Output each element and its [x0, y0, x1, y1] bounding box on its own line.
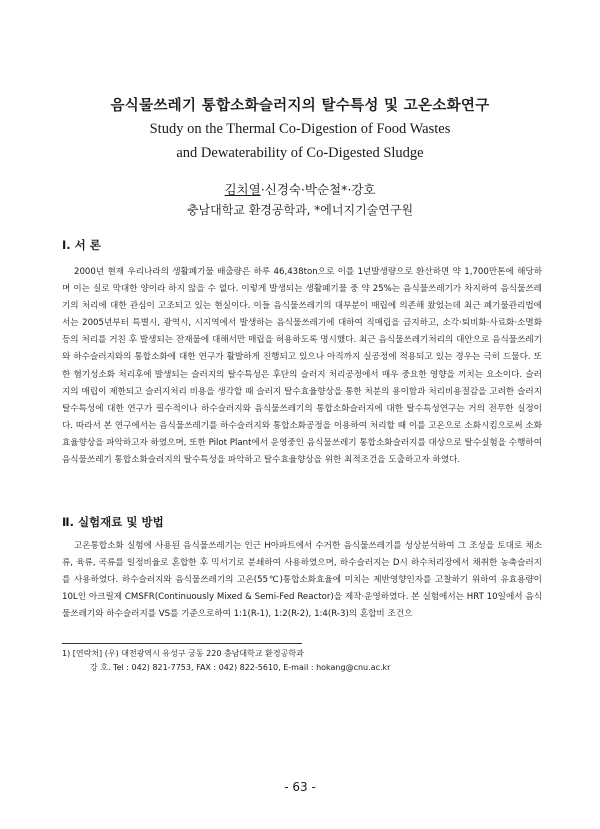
title-english-line2: and Dewaterability of Co-Digested Sludge	[176, 145, 424, 161]
footnote-details: 강 호. Tel : 042) 821-7753, FAX : 042) 822-5610, E-mail : hokang@cnu.ac.kr	[90, 663, 391, 672]
page-number: - 63 -	[284, 780, 316, 794]
footnote-contact: 1) [연락처] (우) 대전광역시 유성구 궁동 220 충남대학교 환경공학과	[62, 649, 304, 658]
title-korean: 음식물쓰레기 통합소화슬러지의 탈수특성 및 고온소화연구	[110, 98, 490, 114]
authors	[0, 180, 600, 198]
section-body-methods: 고온통합소화 실험에 사용된 음식물쓰레기는 인근 H아파트에서 수거한 음식물쓰레기를 성상분석하여 그 조성을 토대로 채소류, 육류, 곡류를 일정비율로 혼합한 후 믹서기로 분쇄하여 사용하였으며, 하수슬러지는 D시 하수처리장에서 채취한 농축슬러지를 사용하였다. 하수슬러지와 음식물쓰레기의 고온(55℃)통합소화효율에 미치는 제반영향인자를 고찰하기 위하여 유효용량이 10L인 아크릴제 CMSFR(Continuously Mixed & Semi-Fed Reactor)을 제작·운영하였다. 본 실험에서는 HRT 10일에서 음식물쓰레기와 하수슬러지를 VS를 기준으로하여 1:1(R-1), 1:2(R-2), 1:4(R-3)의 혼합비 조건으	[62, 541, 542, 620]
footnote-divider	[62, 643, 302, 644]
section-heading-introduction: Ⅰ. 서 론	[62, 238, 101, 252]
first-author: 김치열	[224, 182, 261, 197]
other-authors: ·신경숙·박순철*·강호	[260, 182, 376, 197]
section-body-introduction: 2000년 현재 우리나라의 생활폐기물 배출량은 하루 46,438ton으로 이를 1년발생량으로 환산하면 약 1,700만톤에 해당하며 이는 실로 막대한 양이라 하지 않을 수 없다. 이렇게 발생되는 생활폐기물 중 약 25%는 음식물쓰레기가 차지하여 음식물쓰레기의 처리에 대한 관심이 고조되고 있는 현실이다. 이들 음식물쓰레기의 대부분이 매립에 의존해 왔었는데 최근 폐기물관리법에서는 2005년부터 특별시, 광역시, 시지역에서 발생하는 음식물쓰레기에 대하여 직매립을 금지하고, 소각·퇴비화·사료화·소멸화 등의 처리를 거친 후 발생되는 잔재물에 대해서만 매립을 허용하도록 명시했다. 최근 음식물쓰레기처리의 대안으로 음식물쓰레기와 하수슬러지와의 통합소화에 대한 연구가 활발하게 진행되고 있으나 아직까지 실공정에 적용되고 있는 경우는 극히 드물다. 또한 혐기성소화 처리후에 발생되는 슬러지의 탈수특성은 후단의 슬러지 처리공정에서 매우 중요한 영향을 끼치는 요소이다. 슬러지의 매립이 제한되고 슬러지처리 비용을 생각할 때 슬러지 탈수효율향상을 통한 처분의 용이함과 처리비용절감을 고려한 슬러지 탈수특성에 대한 연구가 필수적이나 하수슬러지와 음식물쓰레기의 통합소화슬러지에 대한 탈수특성연구는 거의 전무한 실정이다. 따라서 본 연구에서는 음식물쓰레기를 하수슬러지와 통합소화공정을 이용하여 처리할 때 이를 고온으로 소화시킴으로써 소화효율향상을 파악하고자 하였으며, 또한 Pilot Plant에서 운영중인 음식물쓰레기 통합소화슬러지를 대상으로 탈수실험을 수행하여 음식물쓰레기 통합소화슬러지의 탈수특성을 파악하고 탈수효율향상을 위한 최적조건을 도출하고자 하였다.	[62, 267, 542, 466]
affiliation: 충남대학교 환경공학과, *에너지기술연구원	[186, 203, 414, 217]
title-english-line1: Study on the Thermal Co-Digestion of Food Wastes	[149, 121, 451, 137]
section-heading-methods: Ⅱ. 실험재료 및 방법	[62, 515, 164, 529]
